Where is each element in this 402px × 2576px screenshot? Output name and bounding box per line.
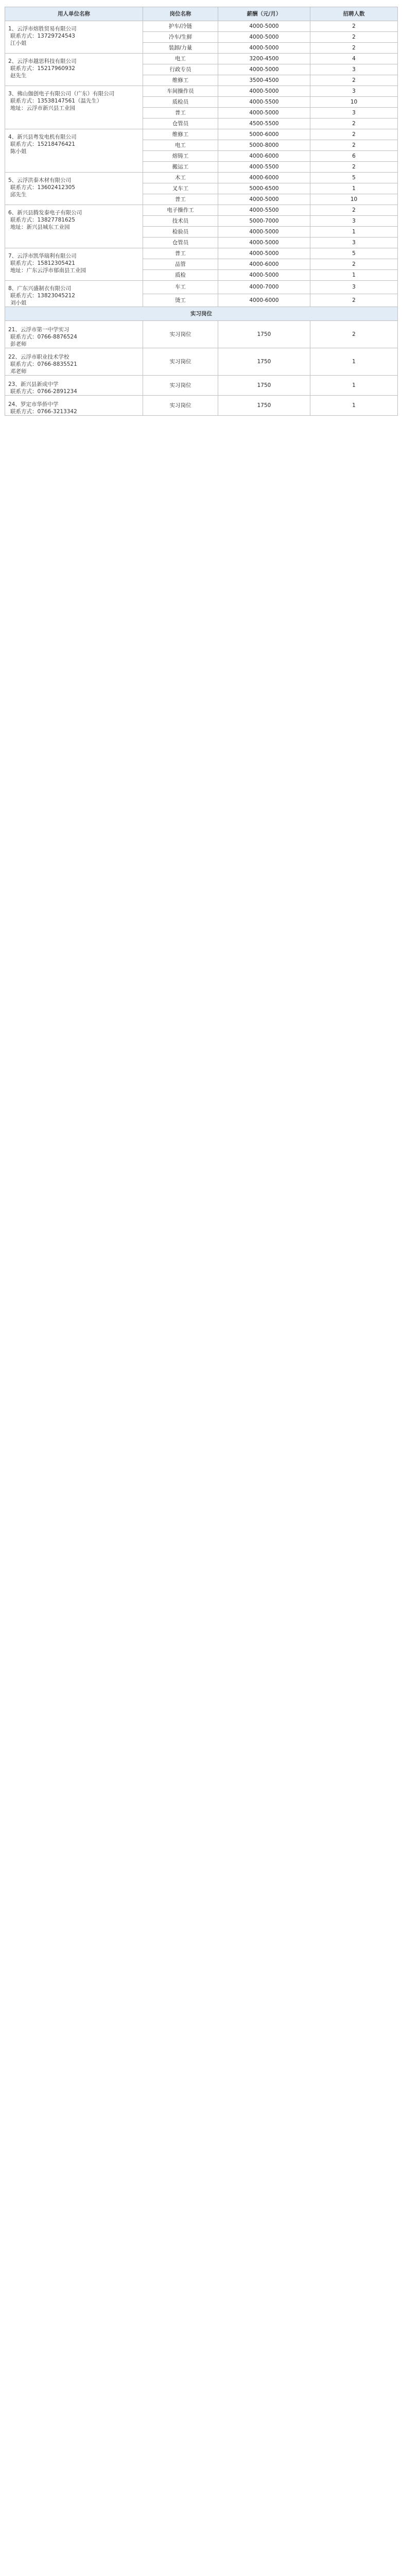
position-cell: 技术员 <box>143 216 218 227</box>
position-cell: 装卸/力量 <box>143 43 218 54</box>
salary-cell: 4000-5000 <box>218 43 310 54</box>
position-cell: 冷车/生鲜 <box>143 32 218 43</box>
count-cell: 2 <box>310 75 398 86</box>
salary-cell: 4500-5500 <box>218 118 310 129</box>
salary-cell: 4000-5000 <box>218 194 310 205</box>
intern-contact: 联系方式：0766-2891234 <box>10 388 77 395</box>
salary-cell: 4000-5000 <box>218 64 310 75</box>
count-cell: 2 <box>310 162 398 173</box>
intern-position-cell: 实习岗位 <box>143 396 218 416</box>
salary-cell: 3200-4500 <box>218 54 310 64</box>
count-cell: 3 <box>310 216 398 227</box>
table-row <box>5 21 398 32</box>
position-cell: 电工 <box>143 54 218 64</box>
table-row <box>5 348 398 376</box>
salary-cell: 4000-6000 <box>218 294 310 307</box>
salary-cell: 4000-5000 <box>218 270 310 281</box>
intern-position-cell: 实习岗位 <box>143 348 218 376</box>
salary-cell: 4000-5000 <box>218 238 310 248</box>
header-count: 招聘人数 <box>310 7 398 21</box>
count-cell: 2 <box>310 43 398 54</box>
employer-contact: 地址：广东云浮市郁南县工业园 <box>10 267 86 274</box>
salary-cell: 4000-5000 <box>218 32 310 43</box>
employer-name: 7、云浮市凯华瑞利有限公司 <box>8 253 77 259</box>
position-cell: 普工 <box>143 248 218 259</box>
salary-cell: 4000-5000 <box>218 108 310 118</box>
count-cell: 10 <box>310 194 398 205</box>
position-cell: 维修工 <box>143 129 218 140</box>
count-cell: 5 <box>310 173 398 183</box>
count-cell: 4 <box>310 54 398 64</box>
salary-cell: 5000-8000 <box>218 140 310 151</box>
intern-name: 23、新兴县新成中学 <box>8 381 59 387</box>
header-unit: 用人单位名称 <box>5 7 143 21</box>
position-cell: 普工 <box>143 194 218 205</box>
intern-contact: 联系方式：0766-8835521 <box>10 361 77 367</box>
count-cell: 2 <box>310 32 398 43</box>
salary-cell: 4000-6000 <box>218 259 310 270</box>
table-row <box>5 205 398 216</box>
employer-address: 联系方式：13729724543 <box>10 33 75 39</box>
employer-address: 联系方式：13827781625 <box>10 217 75 223</box>
salary-cell: 5000-6500 <box>218 183 310 194</box>
employer-cell <box>5 86 143 129</box>
position-cell: 普工 <box>143 108 218 118</box>
table-row <box>5 281 398 294</box>
salary-cell: 4000-5000 <box>218 21 310 32</box>
position-cell: 木工 <box>143 173 218 183</box>
count-cell: 2 <box>310 294 398 307</box>
intern-count-cell: 2 <box>310 321 398 348</box>
employer-cell <box>5 173 143 205</box>
position-cell: 车工 <box>143 281 218 294</box>
employer-cell <box>5 54 143 86</box>
employer-name: 1、云浮市熔胜贸易有限公司 <box>8 26 77 32</box>
employer-name: 5、云浮洪泰木材有限公司 <box>8 177 72 183</box>
table-row <box>5 173 398 183</box>
employer-contact: 邱先生 <box>10 192 27 198</box>
section-row <box>5 307 398 321</box>
position-cell: 车间操作员 <box>143 86 218 97</box>
intern-salary-cell: 1750 <box>218 348 310 376</box>
intern-contact: 联系方式：0766-3213342 <box>10 409 77 415</box>
employer-name: 6、新兴县腾发泰电子有限公司 <box>8 210 82 216</box>
intern-name: 24、罗定市华侨中学 <box>8 401 59 408</box>
count-cell: 2 <box>310 21 398 32</box>
table-header-row <box>5 7 398 21</box>
position-cell: 检验员 <box>143 227 218 238</box>
employer-name: 8、广东兴盛制衣有限公司 <box>8 285 72 292</box>
intern-unit-cell <box>5 376 143 396</box>
table-row <box>5 54 398 64</box>
salary-cell: 4000-5500 <box>218 97 310 108</box>
intern-count-cell: 1 <box>310 348 398 376</box>
count-cell: 2 <box>310 205 398 216</box>
position-cell: 电子操作工 <box>143 205 218 216</box>
intern-name: 21、云浮市第一中学实习 <box>8 327 69 333</box>
salary-cell: 5000-7000 <box>218 216 310 227</box>
intern-salary-cell: 1750 <box>218 321 310 348</box>
employer-name: 4、新兴县粤发电机有限公司 <box>8 134 77 140</box>
employer-address: 联系方式：15812305421 <box>10 260 75 266</box>
intern-unit-cell <box>5 348 143 376</box>
table-row <box>5 376 398 396</box>
employer-address: 联系方式：13602412305 <box>10 184 75 191</box>
position-cell: 维修工 <box>143 75 218 86</box>
count-cell: 3 <box>310 281 398 294</box>
position-cell: 搬运工 <box>143 162 218 173</box>
employer-address: 联系方式：13538147561（温先生） <box>10 98 102 104</box>
count-cell: 1 <box>310 183 398 194</box>
table-row <box>5 248 398 259</box>
employer-cell <box>5 21 143 54</box>
employer-cell <box>5 129 143 173</box>
position-cell: 行政专员 <box>143 64 218 75</box>
intern-unit-cell <box>5 396 143 416</box>
header-position: 岗位名称 <box>143 7 218 21</box>
salary-cell: 4000-5500 <box>218 162 310 173</box>
count-cell: 2 <box>310 118 398 129</box>
count-cell: 3 <box>310 238 398 248</box>
count-cell: 2 <box>310 140 398 151</box>
employer-contact: 陈小姐 <box>10 148 27 155</box>
table-row <box>5 86 398 97</box>
section-title: 实习岗位 <box>5 307 398 321</box>
count-cell: 2 <box>310 129 398 140</box>
table-row <box>5 321 398 348</box>
count-cell: 2 <box>310 259 398 270</box>
recruitment-sheet <box>5 7 397 416</box>
count-cell: 1 <box>310 227 398 238</box>
position-cell: 熔铸工 <box>143 151 218 162</box>
salary-cell: 4000-6000 <box>218 151 310 162</box>
intern-salary-cell: 1750 <box>218 396 310 416</box>
position-cell: 烫工 <box>143 294 218 307</box>
salary-cell: 4000-5000 <box>218 248 310 259</box>
header-salary: 薪酬（元/月） <box>218 7 310 21</box>
table-row <box>5 129 398 140</box>
position-cell: 质检 <box>143 270 218 281</box>
count-cell: 5 <box>310 248 398 259</box>
table-body <box>5 21 398 416</box>
salary-cell: 5000-6000 <box>218 129 310 140</box>
intern-position-cell: 实习岗位 <box>143 321 218 348</box>
salary-cell: 4000-7000 <box>218 281 310 294</box>
employer-contact: 赵先生 <box>10 73 27 79</box>
position-cell: 仓管员 <box>143 118 218 129</box>
intern-unit-cell <box>5 321 143 348</box>
employer-contact: 刘小姐 <box>10 300 27 306</box>
count-cell: 6 <box>310 151 398 162</box>
recruitment-table <box>5 7 398 416</box>
position-cell: 品管 <box>143 259 218 270</box>
employer-address: 联系方式：15218476421 <box>10 141 75 147</box>
intern-position-cell: 实习岗位 <box>143 376 218 396</box>
intern-salary-cell: 1750 <box>218 376 310 396</box>
position-cell: 叉车工 <box>143 183 218 194</box>
count-cell: 3 <box>310 64 398 75</box>
intern-extra: 邓老师 <box>10 368 27 375</box>
salary-cell: 4000-5000 <box>218 227 310 238</box>
intern-name: 22、云浮市职业技术学校 <box>8 354 69 360</box>
employer-name: 3、佛山伽创电子有限公司（广东）有限公司 <box>8 91 115 97</box>
table-row <box>5 396 398 416</box>
employer-address: 联系方式：13823045212 <box>10 293 75 299</box>
employer-contact: 江小姐 <box>10 40 27 46</box>
salary-cell: 4000-6000 <box>218 173 310 183</box>
intern-contact: 联系方式：0766-8876524 <box>10 334 77 340</box>
salary-cell: 4000-5500 <box>218 205 310 216</box>
position-cell: 电工 <box>143 140 218 151</box>
count-cell: 10 <box>310 97 398 108</box>
employer-contact: 地址：新兴县城东工业园 <box>10 224 70 230</box>
intern-extra: 彭老师 <box>10 341 27 347</box>
intern-count-cell: 1 <box>310 376 398 396</box>
count-cell: 3 <box>310 86 398 97</box>
intern-count-cell: 1 <box>310 396 398 416</box>
count-cell: 1 <box>310 270 398 281</box>
employer-contact: 地址：云浮市新兴县工业园 <box>10 105 75 111</box>
employer-cell <box>5 205 143 248</box>
employer-address: 联系方式：15217960932 <box>10 65 75 72</box>
position-cell: 质检员 <box>143 97 218 108</box>
position-cell: 护车/冷链 <box>143 21 218 32</box>
employer-cell <box>5 248 143 281</box>
employer-cell <box>5 281 143 307</box>
employer-name: 2、云浮市越思科技有限公司 <box>8 58 77 64</box>
salary-cell: 4000-5000 <box>218 86 310 97</box>
position-cell: 仓管员 <box>143 238 218 248</box>
salary-cell: 3500-4500 <box>218 75 310 86</box>
count-cell: 3 <box>310 108 398 118</box>
